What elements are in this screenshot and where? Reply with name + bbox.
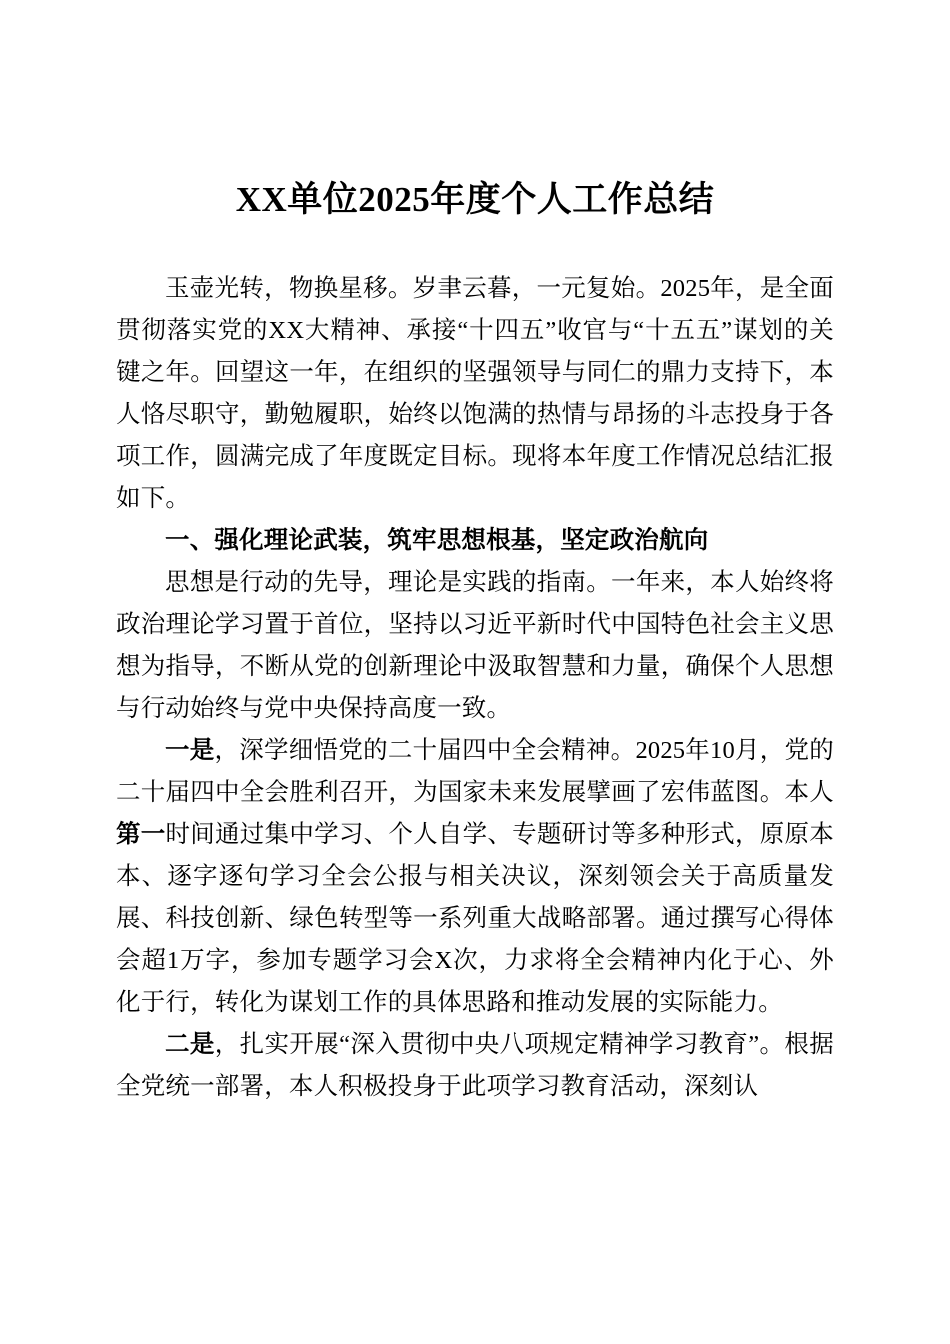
point-two-paragraph [116,1024,834,1108]
point-one-inline-strong: 第一 [116,821,166,848]
page-title: XX单位2025年度个人工作总结 [235,180,715,219]
point-two-lead: 二是 [165,1031,215,1058]
point-one-lead: 一是 [165,737,215,764]
point-one-body-first: ，深学细悟党的二十届四中全会精神。2025年10月，党的二十届四中全会胜利召开，为国家未来发展擘画了宏伟蓝图。本人 [116,737,834,806]
section-1-intro-paragraph: 思想是行动的先导，理论是实践的指南。一年来，本人始终将政治理论学习置于首位，坚持以习近平新时代中国特色社会主义思想为指导，不断从党的创新理论中汲取智慧和力量，确保个人思想与行动始终与党中央保持高度一致。 [116,569,834,722]
point-two-body: ，扎实开展“深入贯彻中央八项规定精神学习教育”。根据全党统一部署，本人积极投身于此项学习教育活动，深刻认 [116,1031,834,1100]
point-one-body-rest: 时间通过集中学习、个人自学、专题研讨等多种形式，原原本本、逐字逐句学习全会公报与相关决议，深刻领会关于高质量发展、科技创新、绿色转型等一系列重大战略部署。通过撰写心得体会超1万字，参加专题学习会X次，力求将全会精神内化于心、外化于行，转化为谋划工作的具体思路和推动发展的实际能力。 [116,821,834,1016]
section-heading-1: 一、强化理论武装，筑牢思想根基，坚定政治航向 [165,527,709,554]
opening-paragraph: 玉壶光转，物换星移。岁聿云暮，一元复始。2025年，是全面贯彻落实党的XX大精神、承接“十四五”收官与“十五五”谋划的关键之年。回望这一年，在组织的坚强领导与同仁的鼎力支持下，本人恪尽职守，勤勉履职，始终以饱满的热情与昂扬的斗志投身于各项工作，圆满完成了年度既定目标。现将本年度工作情况总结汇报如下。 [116,275,834,512]
document-body [116,268,834,1108]
point-one-paragraph [116,730,834,1024]
